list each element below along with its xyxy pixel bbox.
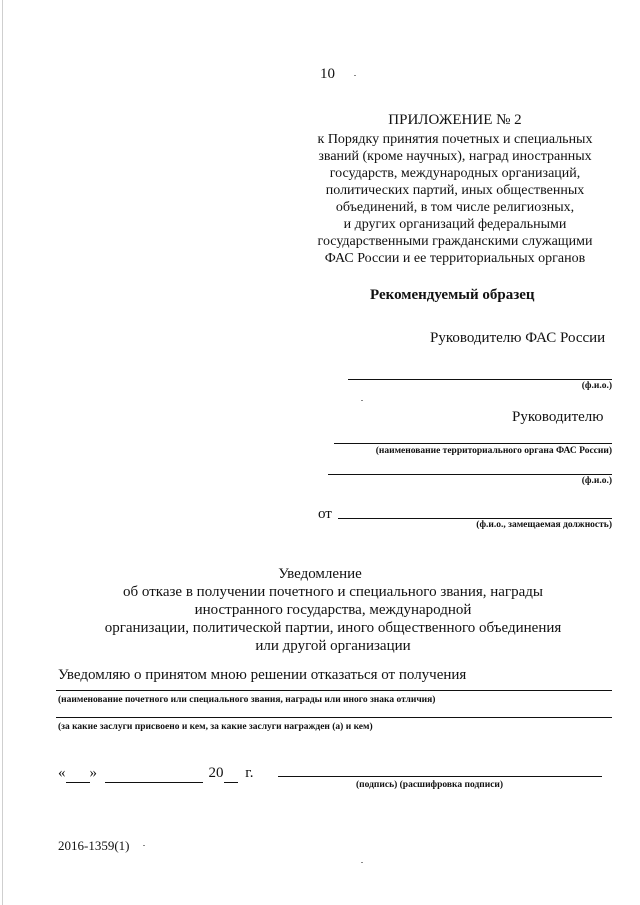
notice-subtitle xyxy=(0,583,640,655)
year-suffix: г. xyxy=(245,765,254,781)
appendix-text xyxy=(296,131,614,267)
appendix-line: политических партий, иных общественных xyxy=(325,183,585,198)
document-code: 2016-1359(1) xyxy=(58,838,130,853)
appendix-title: ПРИЛОЖЕНИЕ № 2 xyxy=(388,112,522,128)
recommended-sample-label: Рекомендуемый образец xyxy=(370,287,535,303)
merits-caption: (за какие заслуги присвоено и кем, за какие заслуги награжден (а) и кем) xyxy=(58,722,373,732)
from-line xyxy=(338,518,612,519)
award-name-line xyxy=(56,690,612,691)
page-number: 10 xyxy=(320,66,335,82)
signature-caption: (подпись) (расшифровка подписи) xyxy=(356,780,504,790)
page-edge xyxy=(2,0,3,905)
day-blank xyxy=(66,765,90,783)
territorial-line xyxy=(334,443,612,444)
scan-speck xyxy=(354,75,356,76)
scan-speck xyxy=(361,400,363,401)
date-field xyxy=(58,765,253,783)
from-caption: (ф.и.о., замещаемая должность) xyxy=(476,520,612,530)
award-name-caption: (наименование почетного или специального звания, награды или иного знака отличия) xyxy=(58,695,436,705)
quote-open: « xyxy=(58,765,66,781)
year-blank xyxy=(224,765,238,783)
merits-line xyxy=(56,717,612,718)
appendix-line: ФАС России и ее территориальных органов xyxy=(324,251,586,266)
addressee-head: Руководителю xyxy=(512,409,604,425)
notice-line: или другой организации xyxy=(255,638,411,654)
quote-close: » xyxy=(89,765,97,781)
signature-line xyxy=(278,776,602,777)
month-blank xyxy=(105,765,203,783)
fio-line-1 xyxy=(348,379,612,380)
appendix-line: объединений, в том числе религиозных, xyxy=(335,200,575,215)
notice-line: иностранного государства, международной xyxy=(194,602,472,618)
notice-title: Уведомление xyxy=(278,566,362,582)
territorial-caption: (наименование территориального органа ФАС России) xyxy=(375,446,612,456)
statement-text: Уведомляю о принятом мною решении отказаться от получения xyxy=(58,667,467,683)
fio-caption-1: (ф.и.о.) xyxy=(581,381,612,391)
fio-line-2 xyxy=(328,474,612,475)
appendix-line: государств, международных организаций, xyxy=(329,166,581,181)
scan-speck xyxy=(143,845,145,846)
year-prefix: 20 xyxy=(208,765,224,781)
appendix-line: и других организаций федеральными xyxy=(343,217,567,232)
notice-line: об отказе в получении почетного и специального звания, награды xyxy=(123,584,543,600)
scan-speck xyxy=(361,862,363,863)
from-label: от xyxy=(318,506,332,522)
notice-line: организации, политической партии, иного общественного объединения xyxy=(104,620,562,636)
appendix-line: к Порядку принятия почетных и специальных xyxy=(317,132,593,147)
addressee-head-fas: Руководителю ФАС России xyxy=(430,330,606,346)
appendix-line: государственными гражданскими служащими xyxy=(317,234,593,249)
fio-caption-2: (ф.и.о.) xyxy=(581,476,612,486)
appendix-line: званий (кроме научных), наград иностранных xyxy=(318,149,592,164)
